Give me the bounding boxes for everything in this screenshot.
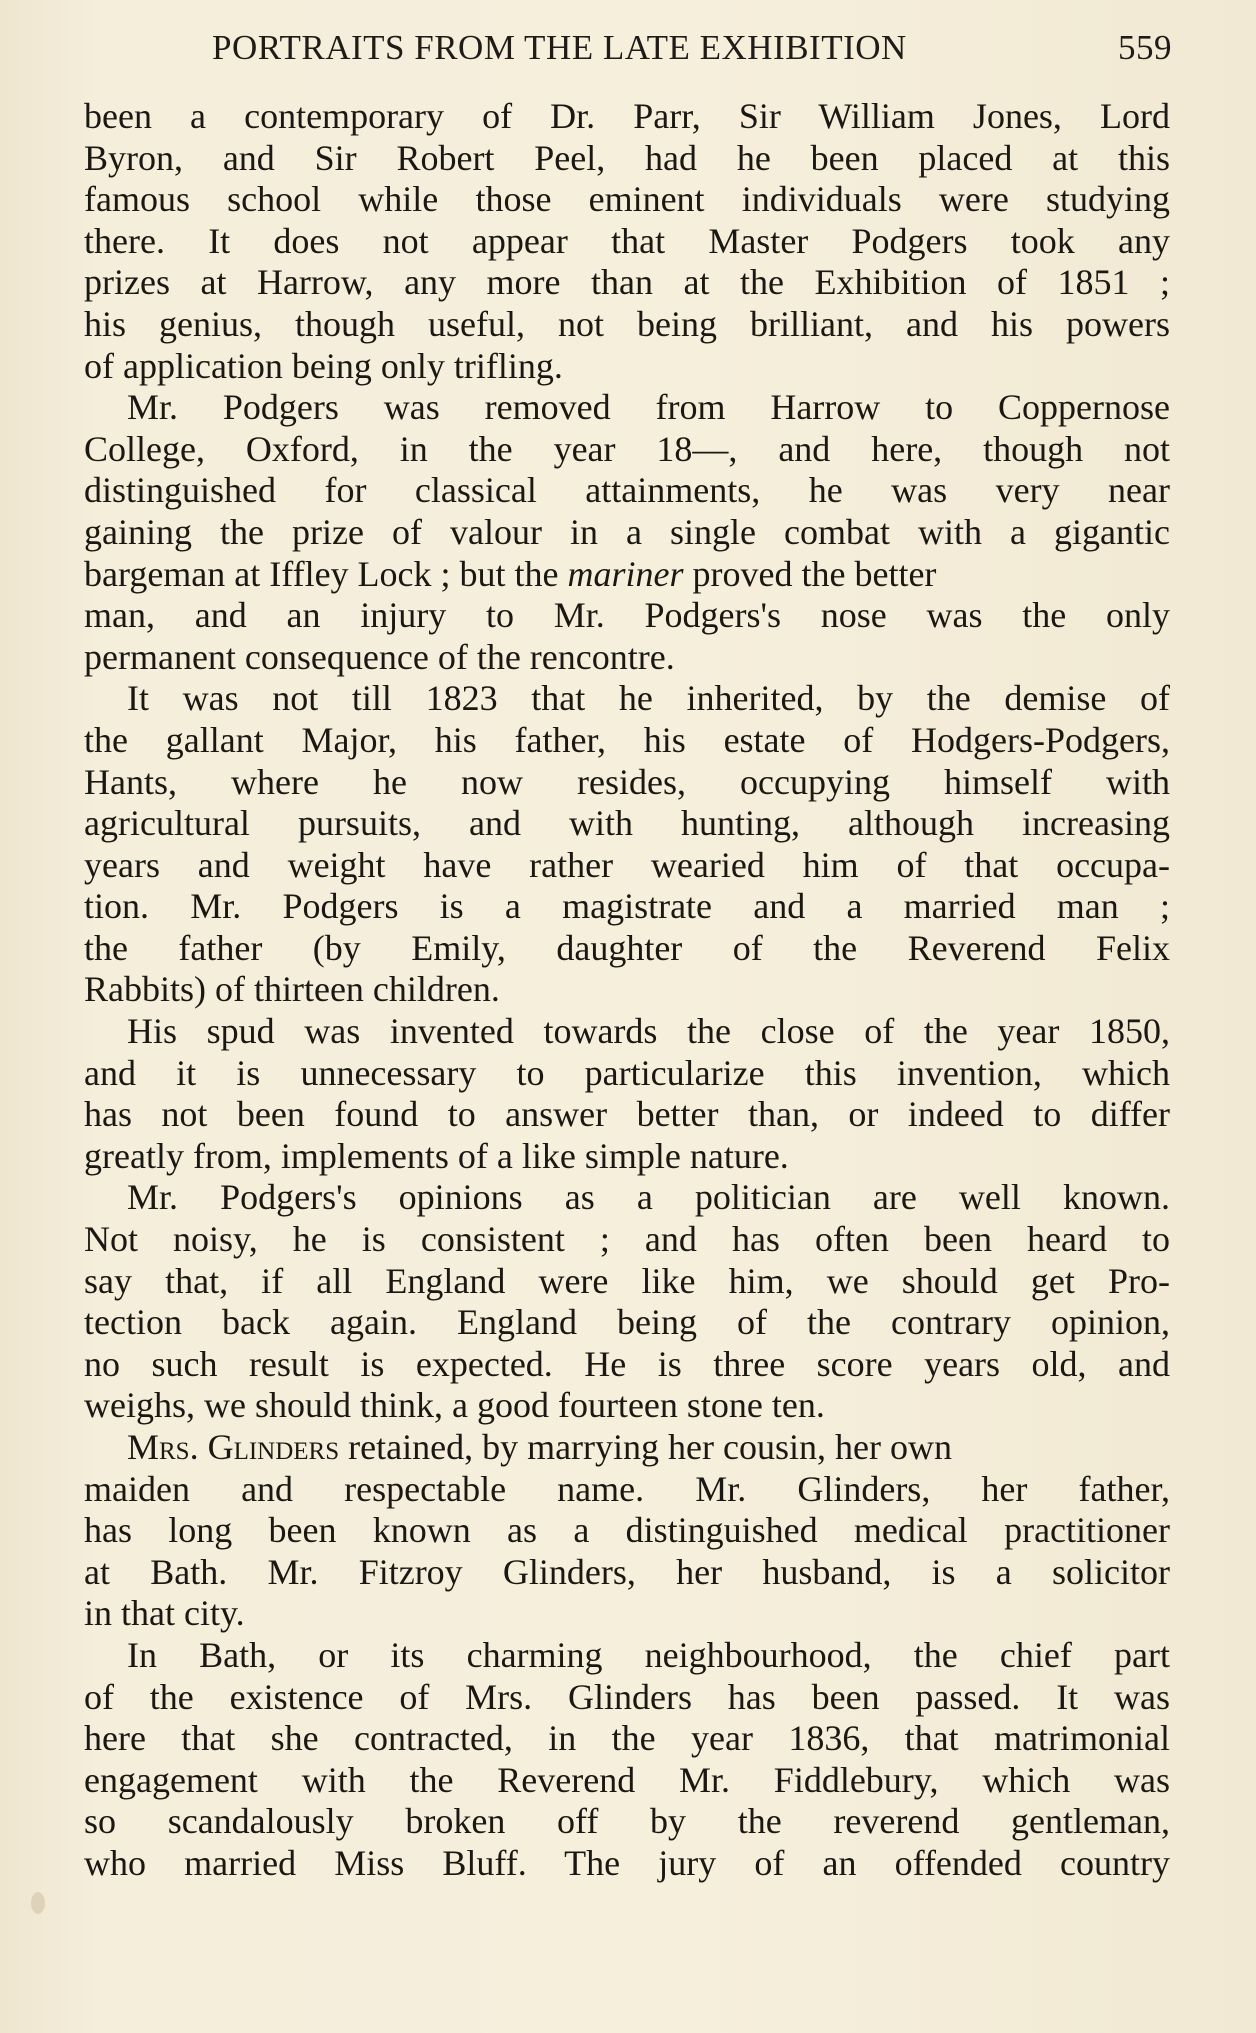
- body-text: [84, 96, 1170, 1885]
- text-line: maiden and respectable name. Mr. Glinders, her father,: [84, 1468, 1170, 1509]
- text-line: famous school while those eminent individuals were studying: [84, 179, 1170, 220]
- text-line: at Bath. Mr. Fitzroy Glinders, her husband, is a solicitor: [84, 1551, 1170, 1592]
- text-line: no such result is expected. He is three score years old, and: [84, 1343, 1170, 1384]
- text-line: Rabbits) of thirteen children.: [84, 969, 500, 1010]
- text-line: here that she contracted, in the year 1836, that matrimonial: [84, 1718, 1170, 1759]
- paragraph-first-line: Mr. Podgers was removed from Harrow to Coppernose: [127, 387, 1170, 428]
- paragraph-first-line: In Bath, or its charming neighbourhood, the chief part: [127, 1634, 1170, 1675]
- paragraph-first-line-with-name: [84, 1427, 1170, 1469]
- text-line: engagement with the Reverend Mr. Fiddlebury, which was: [84, 1759, 1170, 1800]
- text-line: permanent consequence of the rencontre.: [84, 636, 675, 677]
- page-header: [212, 28, 1172, 72]
- paragraph-first-line: Mr. Podgers's opinions as a politician are well known.: [127, 1177, 1170, 1218]
- text-line: years and weight have rather wearied him of that occupa-: [84, 844, 1170, 885]
- text-line: Hants, where he now resides, occupying himself with: [84, 761, 1170, 802]
- text-line: tection back again. England being of the contrary opinion,: [84, 1302, 1170, 1343]
- paragraph-first-line: His spud was invented towards the close of the year 1850,: [127, 1011, 1170, 1052]
- text-line: been a contemporary of Dr. Parr, Sir William Jones, Lord: [84, 96, 1170, 136]
- text-line: tion. Mr. Podgers is a magistrate and a married man ;: [84, 886, 1170, 927]
- text-line: of the existence of Mrs. Glinders has been passed. It was: [84, 1676, 1170, 1717]
- text-line: greatly from, implements of a like simple nature.: [84, 1135, 789, 1176]
- text-line: his genius, though useful, not being brilliant, and his powers: [84, 303, 1170, 344]
- text-line: the father (by Emily, daughter of the Reverend Felix: [84, 927, 1170, 968]
- paragraph-first-line: It was not till 1823 that he inherited, by the demise of: [127, 678, 1170, 719]
- text-line-with-italic: [84, 554, 1170, 596]
- text-line: in that city.: [84, 1593, 245, 1634]
- text-line: has not been found to answer better than, or indeed to differ: [84, 1094, 1170, 1135]
- text-line: so scandalously broken off by the reverend gentleman,: [84, 1801, 1170, 1842]
- text-line: Not noisy, he is consistent ; and has often been heard to: [84, 1219, 1170, 1260]
- text-line: the gallant Major, his father, his estate of Hodgers-Podgers,: [84, 719, 1170, 760]
- italic-word: mariner: [567, 553, 684, 594]
- page-number: 559: [1118, 28, 1172, 67]
- paper-smudge: [31, 1892, 45, 1914]
- text-segment: retained, by marrying her cousin, her own: [339, 1427, 952, 1467]
- text-line: gaining the prize of valour in a single combat with a gigantic: [84, 511, 1170, 552]
- text-line: say that, if all England were like him, we should get Pro-: [84, 1260, 1170, 1301]
- text-line: prizes at Harrow, any more than at the Exhibition of 1851 ;: [84, 262, 1170, 303]
- text-line: man, and an injury to Mr. Podgers's nose was the only: [84, 595, 1170, 636]
- running-title: PORTRAITS FROM THE LATE EXHIBITION: [212, 28, 907, 67]
- text-line: there. It does not appear that Master Podgers took any: [84, 220, 1170, 261]
- text-segment: bargeman at Iffley Lock ; but the: [84, 553, 568, 594]
- text-line: has long been known as a distinguished medical practitioner: [84, 1510, 1170, 1551]
- text-line: weighs, we should think, a good fourteen stone ten.: [84, 1385, 825, 1426]
- text-segment: proved the better: [683, 553, 937, 594]
- text-line: of application being only trifling.: [84, 345, 563, 386]
- text-line: College, Oxford, in the year 18—, and here, though not: [84, 428, 1170, 469]
- text-line: distinguished for classical attainments, he was very near: [84, 470, 1170, 511]
- text-line: Byron, and Sir Robert Peel, had he been placed at this: [84, 137, 1170, 178]
- text-line: and it is unnecessary to particularize this invention, which: [84, 1052, 1170, 1093]
- text-line: agricultural pursuits, and with hunting, although increasing: [84, 803, 1170, 844]
- text-line: who married Miss Bluff. The jury of an offended country: [84, 1842, 1170, 1883]
- small-caps-name: Mrs. Glinders: [127, 1427, 340, 1467]
